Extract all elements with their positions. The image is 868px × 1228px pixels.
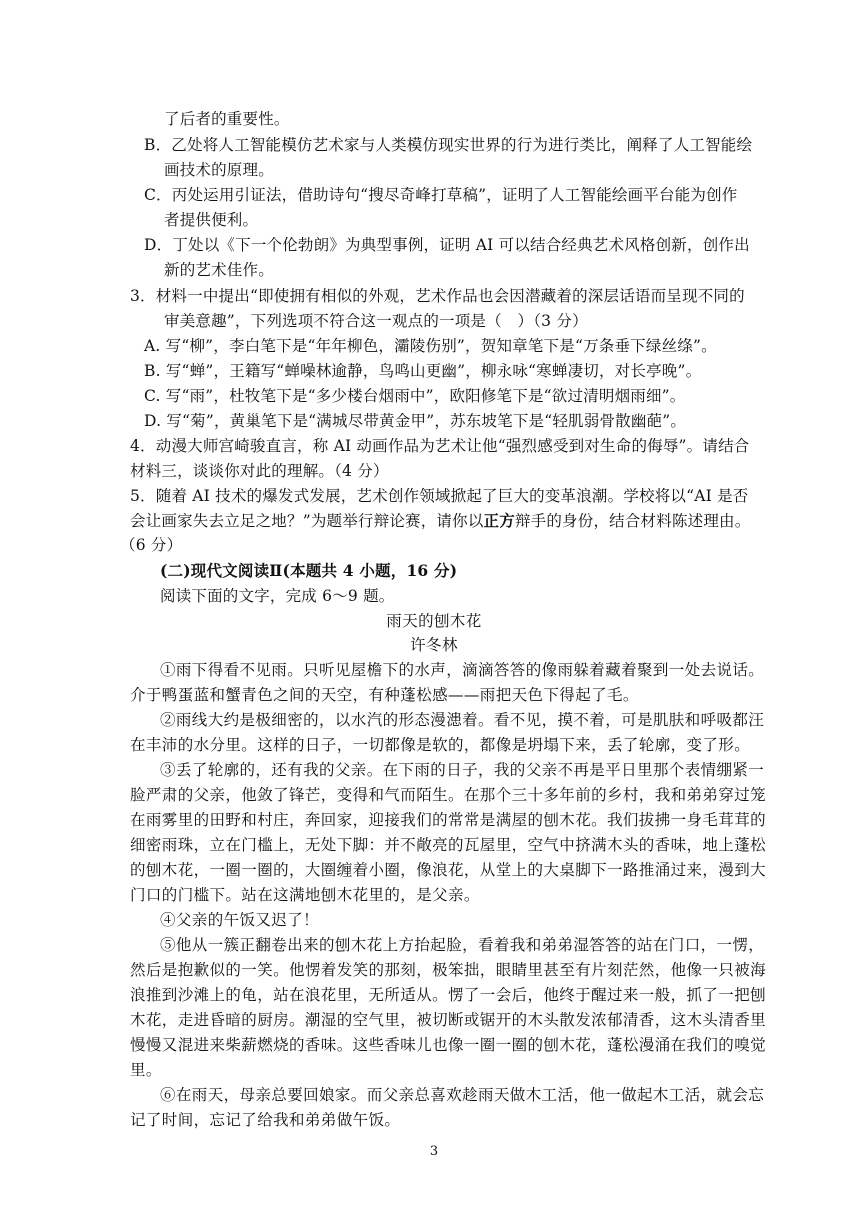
q5-stem: 5．随着 AI 技术的爆发式发展，艺术创作领域掀起了巨大的变革浪潮。学校将以“AI 是否 [130, 487, 749, 505]
q2-option-d: D．丁处以《下一个伦勃朗》为典型事例，证明 AI 可以结合经典艺术风格创新，创作出 [144, 236, 750, 254]
paragraph-3-line-6: 门口的门槛下。站在这满地刨木花里的，是父亲。 [130, 886, 480, 904]
article-author: 许冬林 [410, 636, 458, 654]
q5-text-pre: 会让画家失去立足之地？”为题举行辩论赛，请你以 [130, 512, 484, 530]
paragraph-2-line-2: 在丰沛的水分里。这样的日子，一切都像是软的，都像是坍塌下来，丢了轮廓，变了形。 [130, 736, 751, 754]
q3-option-a: A. 写“柳”，李白笔下是“年年柳色，灞陵伤别”，贺知章笔下是“万条垂下绿丝绦”。 [144, 337, 717, 355]
q2-option-c-continuation: 者提供便利。 [164, 211, 259, 229]
q5-text-bold: 正方 [483, 511, 515, 530]
paragraph-5-line-2: 然后是抱歉似的一笑。他愣着发笑的那刻，极笨拙，眼睛里甚至有片刻茫然，他像一只被海 [130, 961, 767, 979]
paragraph-1-line-2: 介于鸭蛋蓝和蟹青色之间的天空，有种蓬松感——雨把天色下得起了毛。 [130, 686, 639, 704]
q3-stem-continuation: 审美意趣”，下列选项不符合这一观点的一项是（ ）（3 分） [164, 312, 588, 330]
reading-instruction: 阅读下面的文字，完成 6～9 题。 [160, 587, 395, 605]
paragraph-3-line-3: 在雨雾里的田野和村庄，奔回家，迎接我们的常常是满屋的刨木花。我们拔拂一身毛茸茸的 [130, 811, 767, 829]
paragraph-3-line-4: 细密雨珠，立在门槛上，无处下脚：并不敞亮的瓦屋里，空气中挤满木头的香味，地上蓬松 [130, 836, 767, 854]
q2-option-d-continuation: 新的艺术佳作。 [164, 261, 274, 279]
q2-option-c: C．丙处运用引证法，借助诗句“搜尽奇峰打草稿”，证明了人工智能绘画平台能为创作 [144, 186, 738, 204]
paragraph-3-line-2: 脸严肃的父亲，他敛了锋芒，变得和气而陌生。在那个三十多年前的乡村，我和弟弟穿过笼 [130, 786, 767, 804]
page-number: 3 [429, 1144, 439, 1159]
paragraph-6: ⑥在雨天，母亲总要回娘家。而父亲总喜欢趁雨天做木工活，他一做起木工活，就会忘 [160, 1086, 765, 1104]
paragraph-1: ①雨下得看不见雨。只听见屋檐下的水声，滴滴答答的像雨躲着藏着聚到一处去说话。 [160, 661, 765, 679]
q3-option-b: B. 写“蝉”，王籍写“蝉噪林逾静，鸟鸣山更幽”，柳永咏“寒蝉凄切，对长亭晚”。 [144, 362, 702, 380]
q2-option-b: B．乙处将人工智能模仿艺术家与人类模仿现实世界的行为进行类比，阐释了人工智能绘 [144, 136, 753, 154]
paragraph-5-line-6: 里。 [130, 1061, 162, 1079]
paragraph-5-line-3: 浪推到沙滩上的龟，站在浪花里，无所适从。愣了一会后，他终于醒过来一般，抓了一把刨 [130, 986, 767, 1004]
paragraph-2: ②雨线大约是极细密的，以水汽的形态漫漶着。看不见，摸不着，可是肌肤和呼吸都汪 [160, 711, 765, 729]
paragraph-5: ⑤他从一簇正翻卷出来的刨木花上方抬起脸，看着我和弟弟湿答答的站在门口，一愣， [160, 936, 765, 954]
q5-score: （6 分） [120, 536, 183, 554]
q2-option-a-continuation: 了后者的重要性。 [164, 110, 290, 128]
q4-stem-continuation: 材料三，谈谈你对此的理解。（4 分） [130, 462, 389, 480]
paragraph-5-line-4: 木花，走进昏暗的厨房。潮湿的空气里，被切断或锯开的木头散发浓郁清香，这木头清香里 [130, 1011, 767, 1029]
paragraph-5-line-5: 慢慢又混进来柴薪燃烧的香味。这些香味儿也像一圈一圈的刨木花，蓬松漫涌在我们的嗅觉 [130, 1036, 767, 1054]
paragraph-6-line-2: 记了时间，忘记了给我和弟弟做午饭。 [130, 1111, 401, 1129]
paragraph-4: ④父亲的午饭又迟了！ [160, 911, 320, 929]
paragraph-3: ③丢了轮廓的，还有我的父亲。在下雨的日子，我的父亲不再是平日里那个表情绷紧一 [160, 761, 765, 779]
section-heading: (二)现代文阅读Ⅱ(本题共 4 小题，16 分) [160, 561, 458, 580]
q3-stem: 3．材料一中提出“即使拥有相似的外观，艺术作品也会因潜藏着的深层话语而呈现不同的 [130, 287, 745, 305]
q3-option-c: C. 写“雨”，杜牧笔下是“多少楼台烟雨中”，欧阳修笔下是“欲过清明烟雨细”。 [144, 387, 686, 405]
paragraph-3-line-5: 的刨木花，一圈一圈的，大圈缠着小圈，像浪花，从堂上的大桌脚下一路推涌过来，漫到大 [130, 861, 767, 879]
q3-option-d: D. 写“菊”，黄巢笔下是“满城尽带黄金甲”，苏东坡笔下是“轻肌弱骨散幽葩”。 [144, 412, 687, 430]
q5-text-post: 辩手的身份，结合材料陈述理由。 [514, 512, 751, 530]
q4-stem: 4．动漫大师宫崎骏直言，称 AI 动画作品为艺术让他“强烈感受到对生命的侮辱”。请结合 [130, 437, 750, 455]
q5-stem-continuation [130, 510, 750, 532]
q2-option-b-continuation: 画技术的原理。 [164, 161, 274, 179]
article-title: 雨天的刨木花 [386, 612, 482, 630]
